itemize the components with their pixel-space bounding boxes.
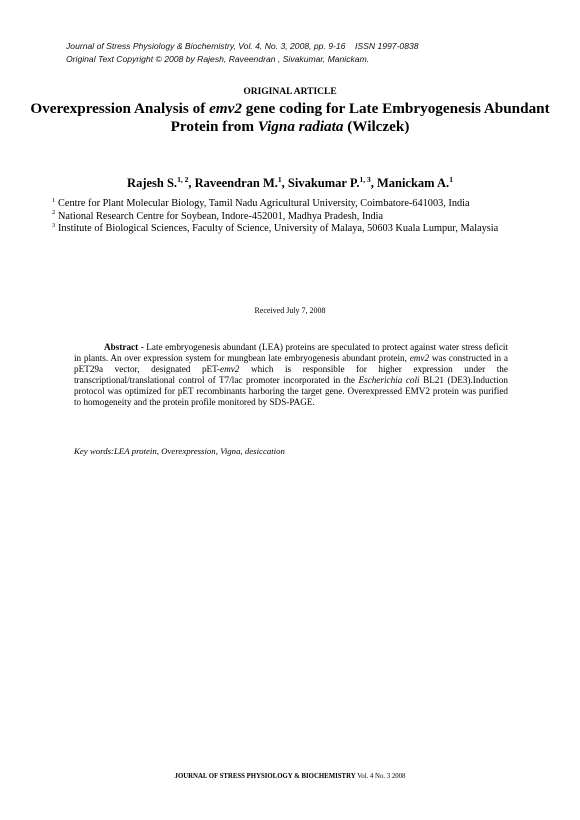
footer-issue: Vol. 4 No. 3 2008 (355, 773, 406, 780)
journal-header (66, 40, 526, 65)
author-affiliation-ref: 1 (449, 174, 453, 184)
title-part1: Overexpression Analysis of (30, 100, 210, 117)
abstract-text: was constructed in a pET29a vector, designated pET- (74, 352, 508, 374)
title-part3: (Wilczek) (343, 118, 410, 135)
author-name: Raveendran M. (194, 176, 278, 190)
author-list (0, 176, 580, 191)
affiliation: 2 National Research Centre for Soybean, Indore-452001, Madhya Pradesh, India (52, 209, 384, 222)
abstract-text: which is responsible for higher expression under the transcriptional/translational control of T7/lac promoter incorporated in the (74, 363, 508, 385)
abstract-gene-term: emv2 (409, 352, 430, 363)
abstract-paragraph (74, 342, 508, 407)
citation: Journal of Stress Physiology & Biochemistry, Vol. 4, No. 3, 2008, pp. 9-16 (66, 41, 346, 51)
abstract-species-term: Escherichia coli (358, 374, 420, 385)
footer-journal: JOURNAL OF STRESS PHYSIOLOGY & BIOCHEMISTRY (174, 773, 356, 780)
article-type: ORIGINAL ARTICLE (243, 87, 337, 97)
copyright: Original Text Copyright © 2008 by Rajesh, Raveendran , Sivakumar, Manickam. (66, 53, 370, 64)
author-affiliation-ref: 1, 2 (177, 174, 189, 184)
abstract-text: Late embryogenesis abundant (LEA) proteins are speculated to protect against water stress deficit in plants. An over expression system for mungbean late embryogenesis abundant protein, (74, 342, 509, 363)
article-title (30, 100, 550, 136)
author-name: Manickam A. (376, 176, 450, 190)
page-footer (0, 773, 580, 780)
author-name: Rajesh S. (127, 176, 178, 190)
citation-line (66, 40, 526, 53)
author-affiliation-ref: 1, 3 (359, 174, 371, 184)
keywords: Key words:LEA protein, Overexpression, Vigna, desiccation (74, 446, 285, 456)
title-part2: gene coding for Late Embryogenesis Abundant Protein from (170, 100, 550, 135)
author-affiliation-ref: 1 (277, 174, 282, 184)
abstract-text: BL21 (DE3).Induction protocol was optimized for pET recombinants harboring the target gene. Overexpressed EMV2 protein was purified to homogeneity and the protein profile monitored by SDS-PAGE. (74, 374, 508, 407)
author-separator: , (281, 176, 288, 190)
author-separator: , (188, 176, 195, 190)
affiliation: 3 Institute of Biological Sciences, Faculty of Science, University of Malaya, 50603 Kuala Lumpur, Malaysia (52, 221, 499, 235)
abstract-gene-term: emv2 (220, 363, 240, 374)
author-name: Sivakumar P. (287, 176, 360, 190)
affiliation-text: National Research Centre for Soybean, Indore-452001, Madhya Pradesh, India (58, 210, 384, 222)
title-gene: emv2 (209, 100, 242, 117)
abstract (74, 342, 508, 407)
affiliation-list (52, 198, 522, 236)
title-species: Vigna radiata (257, 118, 344, 135)
author-separator: , (370, 176, 377, 190)
affiliation: 1 Centre for Plant Molecular Biology, Tamil Nadu Agricultural University, Coimbatore-641003, India (52, 196, 470, 209)
received-date: Received July 7, 2008 (254, 306, 326, 315)
issn: ISSN 1997-0838 (355, 41, 419, 51)
affiliation-text: Centre for Plant Molecular Biology, Tamil Nadu Agricultural University, Coimbatore-641003, India (58, 198, 470, 209)
abstract-label: Abstract - (104, 342, 144, 352)
affiliation-text: Institute of Biological Sciences, Faculty of Science, University of Malaya, 50603 Kuala Lumpur, Malaysia (58, 223, 499, 235)
